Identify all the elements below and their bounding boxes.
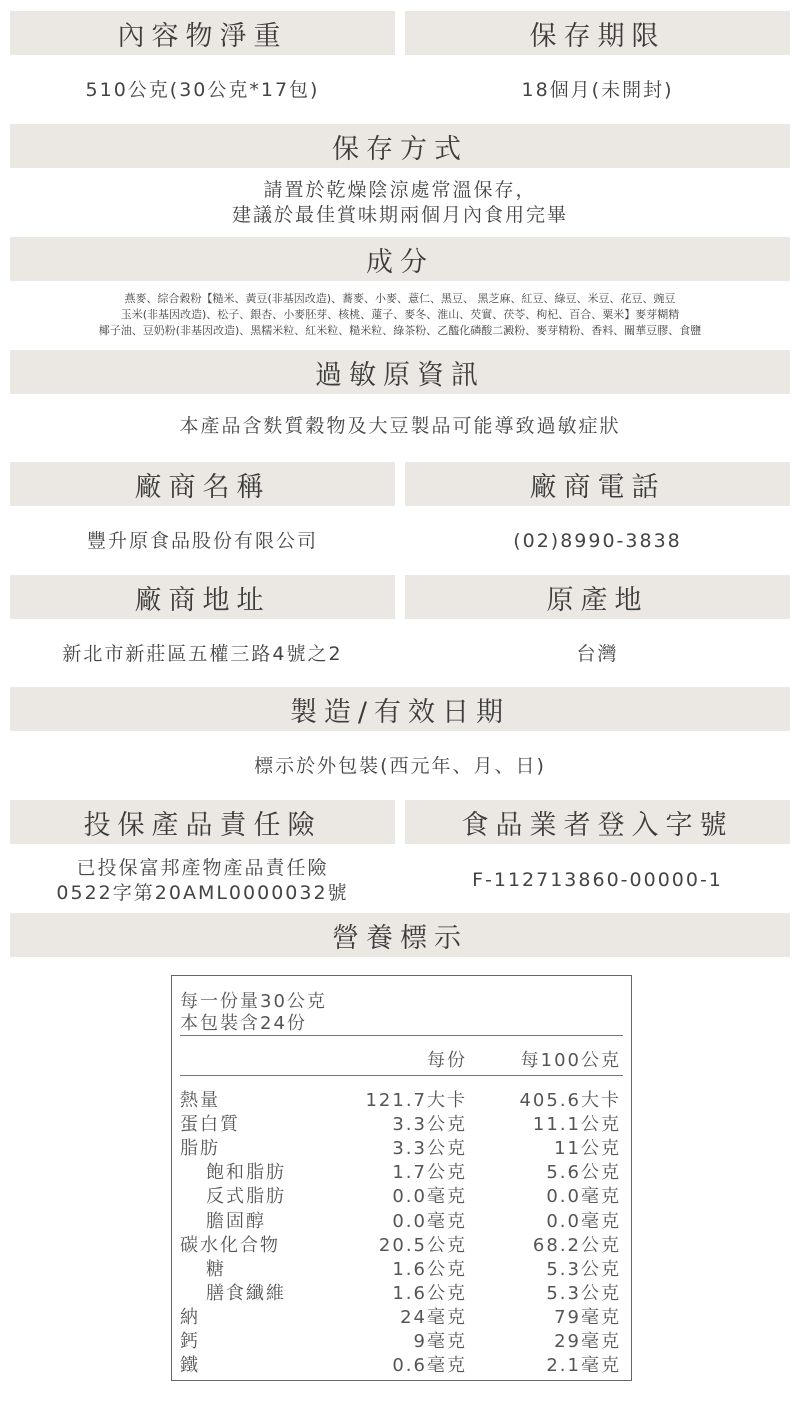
net-weight-header: 內容物淨重 xyxy=(10,11,395,55)
nutrient-per-100g: 0.0毫克 xyxy=(546,1186,621,1208)
insurance-line-2: 0522字第20AML0000032號 xyxy=(56,881,349,904)
nutrient-name: 熱量 xyxy=(180,1090,220,1111)
nutrient-per-serving: 24毫克 xyxy=(400,1306,467,1328)
nutrient-per-100g: 5.3公克 xyxy=(546,1258,621,1280)
nutrient-per-serving: 9毫克 xyxy=(413,1331,467,1352)
nutrition-rule-mid xyxy=(180,1075,623,1076)
maker-name-value: 豐升原食品股份有限公司 xyxy=(86,529,318,552)
nutrition-row xyxy=(172,1279,631,1303)
nutrition-serving: 每一份量30公克 xyxy=(180,991,327,1012)
col-per-100g: 每100公克 xyxy=(520,1050,621,1071)
nutrition-servings-per-pack: 本包裝含24份 xyxy=(180,1013,307,1034)
nutrient-per-100g: 2.1毫克 xyxy=(546,1355,621,1377)
nutrient-per-serving: 3.3公克 xyxy=(392,1138,467,1160)
nutrient-per-100g: 29毫克 xyxy=(554,1331,621,1352)
nutrition-row xyxy=(172,1231,631,1255)
nutrition-row xyxy=(172,1255,631,1279)
nutrient-per-100g: 68.2公克 xyxy=(532,1234,621,1256)
nutrient-per-serving: 0.0毫克 xyxy=(392,1186,467,1208)
nutrition-row xyxy=(172,1327,631,1351)
nutrition-row xyxy=(172,1303,631,1327)
col-per-serving: 每份 xyxy=(427,1050,467,1071)
allergen-value: 本產品含麩質穀物及大豆製品可能導致過敏症狀 xyxy=(179,414,621,437)
nutrient-per-100g: 11公克 xyxy=(554,1138,621,1160)
maker-address-value: 新北市新莊區五權三路4號之2 xyxy=(62,642,343,665)
allergen-header: 過敏原資訊 xyxy=(10,350,790,394)
nutrient-name: 膳食纖維 xyxy=(206,1282,286,1304)
registration-header: 食品業者登入字號 xyxy=(405,800,790,844)
maker-address-header: 廠商地址 xyxy=(10,575,395,619)
nutrient-per-serving: 20.5公克 xyxy=(378,1234,467,1256)
nutrition-row xyxy=(172,1086,631,1110)
nutrition-row xyxy=(172,1351,631,1375)
storage-line-2: 建議於最佳賞味期兩個月內食用完畢 xyxy=(231,203,568,226)
nutrient-per-serving: 121.7大卡 xyxy=(365,1090,467,1111)
nutrition-column-headers xyxy=(172,1046,631,1070)
nutrient-per-serving: 3.3公克 xyxy=(392,1114,467,1136)
nutrient-name: 脂肪 xyxy=(180,1138,220,1160)
nutrition-row xyxy=(172,1134,631,1158)
maker-phone-header: 廠商電話 xyxy=(405,462,790,506)
nutrient-per-serving: 0.0毫克 xyxy=(392,1210,467,1232)
nutrient-name: 碳水化合物 xyxy=(180,1234,280,1256)
storage-header: 保存方式 xyxy=(10,124,790,168)
shelf-life-header: 保存期限 xyxy=(405,11,790,55)
nutrition-row xyxy=(172,1182,631,1206)
nutrition-row xyxy=(172,1110,631,1134)
dates-header: 製造/有效日期 xyxy=(10,687,790,731)
nutrition-row xyxy=(172,1207,631,1231)
nutrient-per-100g: 79毫克 xyxy=(554,1306,621,1328)
maker-phone-value: (02)8990-3838 xyxy=(513,529,682,552)
maker-name-header: 廠商名稱 xyxy=(10,462,395,506)
nutrient-name: 蛋白質 xyxy=(180,1114,240,1136)
ingredients-line-2: 玉米(非基因改造)、松子、銀杏、小麥胚芽、核桃、蓮子、麥冬、淮山、芡實、茯苓、枸杞、百合、粟米】麥芽糊精 xyxy=(120,308,680,321)
insurance-line-1: 已投保富邦產物產品責任險 xyxy=(76,856,329,879)
origin-header: 原產地 xyxy=(405,575,790,619)
ingredients-header: 成分 xyxy=(10,237,790,281)
nutrient-name: 納 xyxy=(180,1306,200,1328)
nutrient-name: 鈣 xyxy=(180,1331,200,1352)
registration-value: F-112713860-00000-1 xyxy=(472,868,723,891)
nutrient-name: 飽和脂肪 xyxy=(206,1162,286,1184)
nutrition-table xyxy=(171,975,632,1381)
ingredients-line-1: 燕麥、綜合穀粉【糙米、黃豆(非基因改造)、蕎麥、小麥、薏仁、黑豆、 黑芝麻、紅豆、綠豆、米豆、花豆、豌豆 xyxy=(124,292,676,305)
nutrient-per-serving: 1.6公克 xyxy=(392,1258,467,1280)
shelf-life-value: 18個月(未開封) xyxy=(521,78,674,101)
nutrient-per-serving: 0.6毫克 xyxy=(392,1355,467,1377)
nutrient-per-100g: 405.6大卡 xyxy=(519,1090,621,1111)
nutrient-per-serving: 1.7公克 xyxy=(392,1162,467,1184)
storage-line-1: 請置於乾燥陰涼處常溫保存， xyxy=(263,178,537,201)
nutrient-per-100g: 11.1公克 xyxy=(532,1114,621,1136)
nutrient-name: 糖 xyxy=(206,1258,226,1280)
insurance-header: 投保產品責任險 xyxy=(10,800,395,844)
nutrient-name: 反式脂肪 xyxy=(206,1186,286,1208)
nutrient-per-100g: 0.0毫克 xyxy=(546,1210,621,1232)
net-weight-value: 510公克(30公克*17包) xyxy=(85,78,320,101)
origin-value: 台灣 xyxy=(576,642,619,665)
nutrition-row xyxy=(172,1158,631,1182)
nutrient-name: 鐵 xyxy=(180,1355,200,1377)
nutrient-name: 膽固醇 xyxy=(206,1210,266,1232)
nutrient-per-100g: 5.6公克 xyxy=(546,1162,621,1184)
nutrition-rule-top xyxy=(180,1035,623,1036)
ingredients-line-3: 椰子油、豆奶粉(非基因改造)、黑糯米粒、紅米粒、糙米粒、綠茶粉、乙醯化磷酸二澱粉、麥芽精粉、香料、關華豆膠、食鹽 xyxy=(98,324,702,337)
nutrient-per-100g: 5.3公克 xyxy=(546,1282,621,1304)
nutrient-per-serving: 1.6公克 xyxy=(392,1282,467,1304)
dates-value: 標示於外包裝(西元年、月、日) xyxy=(254,754,546,777)
nutrition-header: 營養標示 xyxy=(10,913,790,957)
